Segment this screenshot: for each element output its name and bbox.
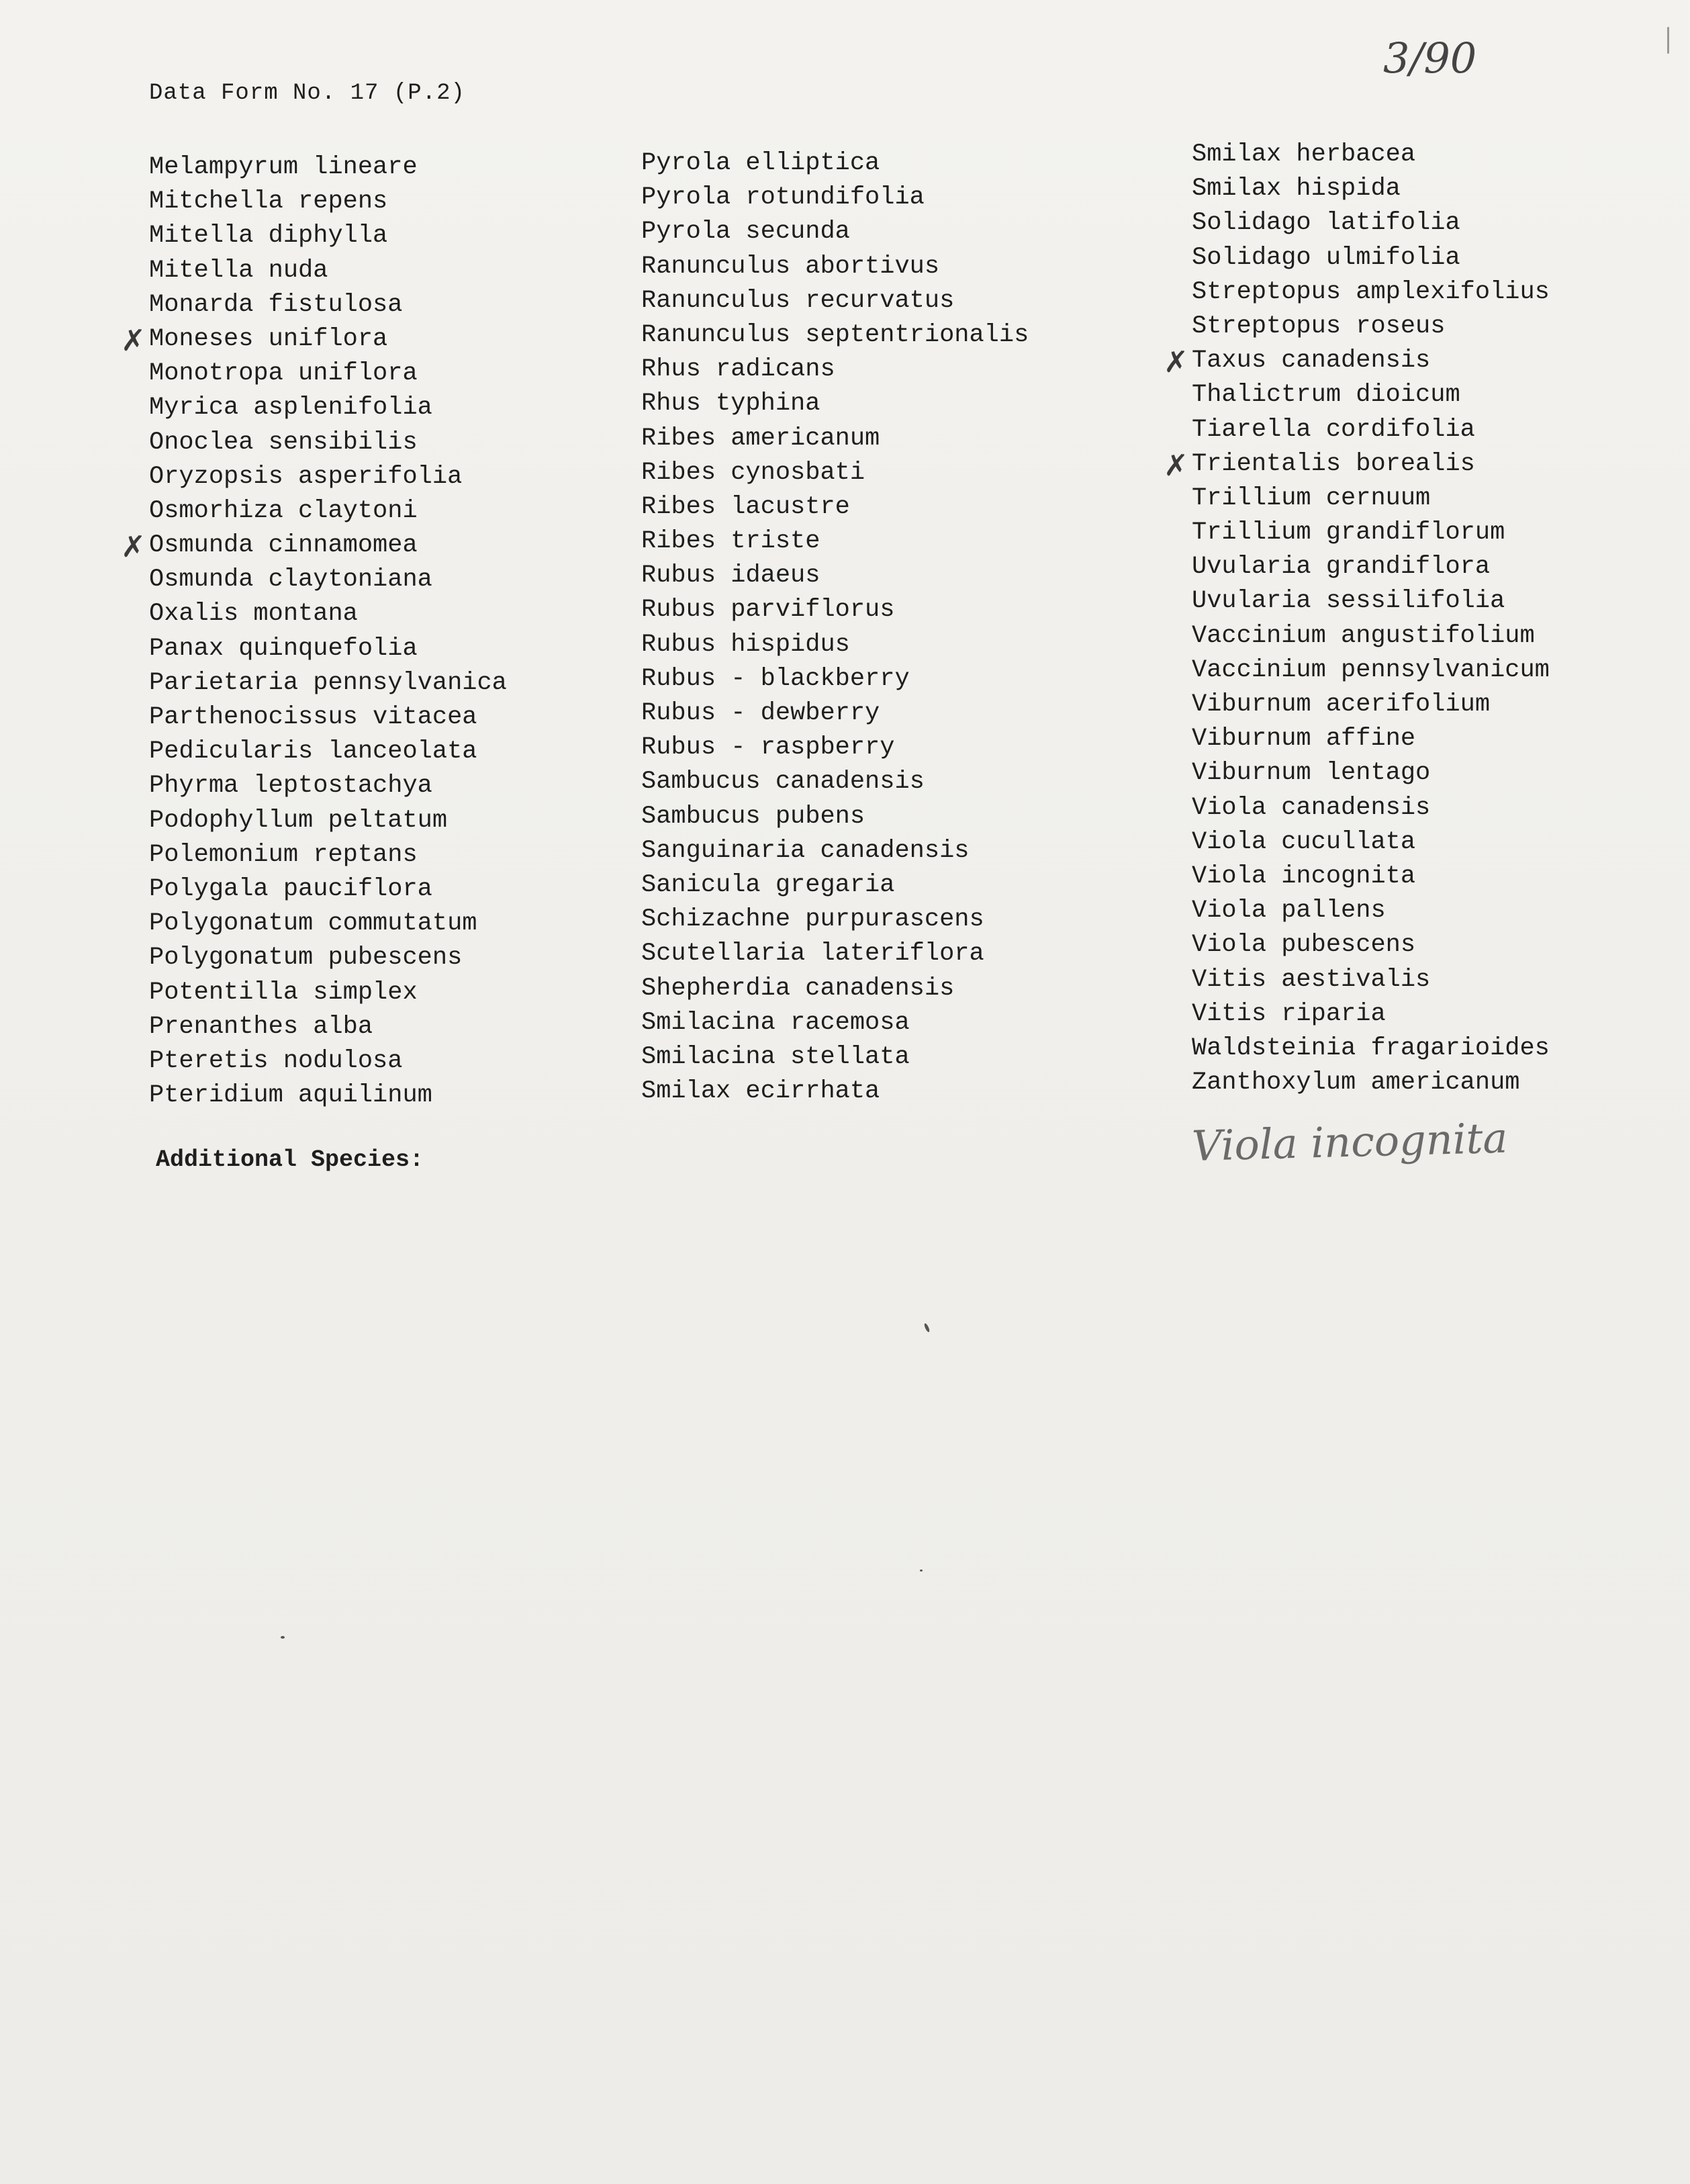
handwritten-page-annotation: 3/90	[1383, 34, 1477, 83]
species-name: Smilax ecirrhata	[641, 1077, 880, 1106]
species-item	[149, 632, 507, 666]
species-item	[641, 353, 1029, 387]
species-name: Uvularia grandiflora	[1192, 553, 1491, 582]
species-name: Panax quinquefolia	[149, 634, 418, 663]
species-item	[121, 322, 507, 358]
species-item	[1192, 963, 1550, 997]
species-item	[1192, 206, 1550, 240]
species-name: Polygonatum pubescens	[149, 944, 463, 972]
species-name: Taxus canadensis	[1192, 347, 1431, 375]
species-name: Rubus hispidus	[641, 630, 850, 659]
species-item	[641, 628, 1029, 662]
species-item	[149, 1044, 507, 1079]
species-name: Monotropa uniflora	[149, 359, 418, 388]
species-item	[1192, 413, 1550, 447]
species-item	[149, 563, 507, 597]
species-item	[149, 494, 507, 529]
species-item	[1192, 241, 1550, 275]
species-name: Trientalis borealis	[1192, 449, 1475, 478]
species-item	[641, 800, 1029, 834]
species-name: Viola pubescens	[1192, 931, 1416, 960]
species-item	[149, 700, 507, 735]
species-name: Rhus radicans	[641, 355, 835, 384]
additional-species-label: Additional Species:	[156, 1146, 424, 1173]
species-name: Osmunda claytoniana	[149, 565, 432, 594]
species-item	[149, 460, 507, 494]
species-item	[149, 426, 507, 460]
species-item	[1192, 275, 1550, 310]
species-name: Streptopus roseus	[1192, 312, 1446, 340]
species-item	[149, 254, 507, 288]
handwritten-check-mark: ✗	[121, 323, 146, 358]
species-item	[641, 765, 1029, 799]
species-item	[121, 529, 507, 565]
species-name: Viburnum lentago	[1192, 759, 1431, 788]
species-item	[149, 907, 507, 941]
species-item	[1192, 138, 1550, 172]
species-item	[149, 150, 507, 185]
species-item	[641, 181, 1029, 215]
species-name: Rubus idaeus	[641, 561, 820, 590]
species-item	[641, 146, 1029, 181]
handwritten-check-mark: ✗	[121, 530, 146, 565]
species-name: Rubus - raspberry	[641, 733, 895, 762]
species-item	[149, 872, 507, 907]
species-item	[1192, 894, 1550, 928]
species-item	[149, 391, 507, 425]
species-item	[641, 1040, 1029, 1075]
species-item	[1164, 344, 1550, 380]
species-name: Streptopus amplexifolius	[1192, 277, 1550, 306]
species-item	[641, 731, 1029, 765]
species-name: Schizachne purpurascens	[641, 905, 984, 934]
species-item	[641, 868, 1029, 903]
species-name: Pteretis nodulosa	[149, 1046, 403, 1075]
species-name: Thalictrum dioicum	[1192, 381, 1460, 410]
species-item	[1192, 825, 1550, 860]
species-item	[641, 834, 1029, 868]
species-item	[1192, 997, 1550, 1032]
species-name: Sanicula gregaria	[641, 870, 895, 899]
species-item	[641, 1006, 1029, 1040]
species-name: Polemonium reptans	[149, 840, 418, 869]
species-name: Scutellaria lateriflora	[641, 940, 984, 968]
species-column-1	[121, 150, 507, 1113]
species-name: Ranunculus recurvatus	[641, 286, 955, 315]
species-item	[641, 696, 1029, 731]
species-name: Viburnum affine	[1192, 725, 1416, 754]
species-name: Vitis riparia	[1192, 999, 1386, 1028]
species-name: Smilacina racemosa	[641, 1008, 910, 1037]
species-name: Tiarella cordifolia	[1192, 415, 1475, 444]
species-item	[1192, 619, 1550, 653]
species-name: Pyrola secunda	[641, 218, 850, 246]
species-name: Moneses uniflora	[149, 324, 388, 353]
species-name: Solidago latifolia	[1192, 209, 1460, 238]
species-item	[149, 1010, 507, 1044]
species-item	[149, 838, 507, 872]
species-item	[149, 804, 507, 838]
species-item	[1192, 860, 1550, 894]
species-name: Waldsteinia fragarioides	[1192, 1034, 1550, 1062]
species-name: Sanguinaria canadensis	[641, 836, 970, 865]
species-name: Solidago ulmifolia	[1192, 243, 1460, 272]
species-item	[149, 941, 507, 975]
species-name: Pedicularis lanceolata	[149, 737, 477, 766]
species-name: Smilax hispida	[1192, 175, 1401, 203]
species-item	[1164, 447, 1550, 483]
species-item	[1192, 482, 1550, 516]
species-item	[149, 735, 507, 769]
species-name: Viola cucullata	[1192, 827, 1416, 856]
species-item	[641, 215, 1029, 249]
species-name: Pyrola rotundifolia	[641, 183, 925, 212]
species-item	[641, 972, 1029, 1006]
handwritten-additional-species: Viola incognita	[1191, 1113, 1509, 1171]
species-name: Ribes americanum	[641, 424, 880, 453]
species-item	[641, 1075, 1029, 1109]
species-item	[149, 976, 507, 1010]
species-item	[149, 185, 507, 219]
species-name: Podophyllum peltatum	[149, 806, 448, 835]
species-item	[1192, 1032, 1550, 1066]
species-name: Onoclea sensibilis	[149, 428, 418, 457]
species-name: Osmunda cinnamomea	[149, 531, 418, 560]
species-name: Monarda fistulosa	[149, 290, 403, 319]
species-item	[641, 490, 1029, 525]
species-item	[641, 250, 1029, 284]
species-name: Smilacina stellata	[641, 1042, 910, 1071]
species-name: Viola incognita	[1192, 862, 1416, 891]
species-name: Vaccinium pennsylvanicum	[1192, 655, 1550, 684]
species-name: Oxalis montana	[149, 600, 358, 629]
species-item	[1192, 516, 1550, 550]
species-item	[641, 422, 1029, 456]
species-item	[641, 387, 1029, 421]
handwritten-check-mark: ✗	[1164, 448, 1188, 483]
species-name: Uvularia sessilifolia	[1192, 587, 1505, 616]
species-item	[641, 937, 1029, 971]
species-name: Rubus - blackberry	[641, 664, 910, 693]
species-name: Ribes triste	[641, 527, 820, 556]
species-name: Myrica asplenifolia	[149, 394, 432, 422]
species-name: Prenanthes alba	[149, 1012, 373, 1041]
species-item	[641, 318, 1029, 353]
species-item	[1192, 791, 1550, 825]
species-name: Ranunculus septentrionalis	[641, 320, 1029, 349]
species-item	[1192, 928, 1550, 962]
species-name: Mitchella repens	[149, 187, 388, 216]
paper-speck	[1667, 27, 1669, 54]
species-name: Rhus typhina	[641, 390, 820, 418]
species-column-3	[1164, 138, 1550, 1100]
species-item	[1192, 584, 1550, 619]
species-name: Phyrma leptostachya	[149, 772, 432, 801]
species-name: Shepherdia canadensis	[641, 974, 955, 1003]
species-name: Osmorhiza claytoni	[149, 496, 418, 525]
species-name: Sambucus canadensis	[641, 768, 925, 797]
species-name: Vaccinium angustifolium	[1192, 621, 1535, 650]
species-item	[149, 666, 507, 700]
species-name: Ranunculus abortivus	[641, 252, 940, 281]
species-item	[149, 357, 507, 391]
species-name: Mitella nuda	[149, 256, 328, 285]
species-name: Parthenocissus vitacea	[149, 703, 477, 731]
species-name: Pteridium aquilinum	[149, 1081, 432, 1110]
species-item	[1192, 172, 1550, 206]
species-item	[641, 559, 1029, 593]
species-item	[149, 219, 507, 253]
species-column-2	[641, 146, 1029, 1109]
species-item	[641, 284, 1029, 318]
species-name: Viburnum acerifolium	[1192, 690, 1491, 719]
species-item	[1192, 653, 1550, 688]
species-name: Zanthoxylum americanum	[1192, 1068, 1520, 1097]
form-title: Data Form No. 17 (P.2)	[149, 81, 465, 106]
species-name: Vitis aestivalis	[1192, 965, 1431, 994]
paper-speck	[281, 1636, 285, 1639]
species-item	[149, 288, 507, 322]
species-name: Viola canadensis	[1192, 793, 1431, 822]
species-item	[641, 903, 1029, 937]
species-item	[149, 769, 507, 803]
species-name: Mitella diphylla	[149, 222, 388, 251]
species-name: Oryzopsis asperifolia	[149, 462, 463, 491]
species-item	[149, 597, 507, 631]
species-name: Ribes cynosbati	[641, 458, 865, 487]
species-item	[149, 1079, 507, 1113]
species-name: Pyrola elliptica	[641, 149, 880, 177]
species-name: Polygala pauciflora	[149, 874, 432, 903]
species-item	[1192, 688, 1550, 722]
species-item	[1192, 550, 1550, 584]
paper-speck	[920, 1569, 923, 1572]
species-name: Melampyrum lineare	[149, 153, 418, 181]
species-name: Rubus - dewberry	[641, 699, 880, 727]
paper-speck	[923, 1323, 930, 1333]
species-name: Viola pallens	[1192, 897, 1386, 925]
species-name: Sambucus pubens	[641, 802, 865, 831]
species-item	[1192, 378, 1550, 412]
species-item	[641, 456, 1029, 490]
species-name: Polygonatum commutatum	[149, 909, 477, 938]
species-item	[1192, 1066, 1550, 1100]
species-item	[641, 662, 1029, 696]
species-name: Ribes lacustre	[641, 492, 850, 521]
species-name: Potentilla simplex	[149, 978, 418, 1007]
species-name: Rubus parviflorus	[641, 596, 895, 625]
species-name: Smilax herbacea	[1192, 140, 1416, 169]
species-item	[1192, 756, 1550, 790]
species-item	[1192, 310, 1550, 344]
species-item	[641, 525, 1029, 559]
species-name: Parietaria pennsylvanica	[149, 668, 507, 697]
species-item	[1192, 722, 1550, 756]
species-name: Trillium grandiflorum	[1192, 518, 1505, 547]
handwritten-check-mark: ✗	[1164, 345, 1188, 380]
species-item	[641, 593, 1029, 627]
species-name: Trillium cernuum	[1192, 484, 1431, 512]
